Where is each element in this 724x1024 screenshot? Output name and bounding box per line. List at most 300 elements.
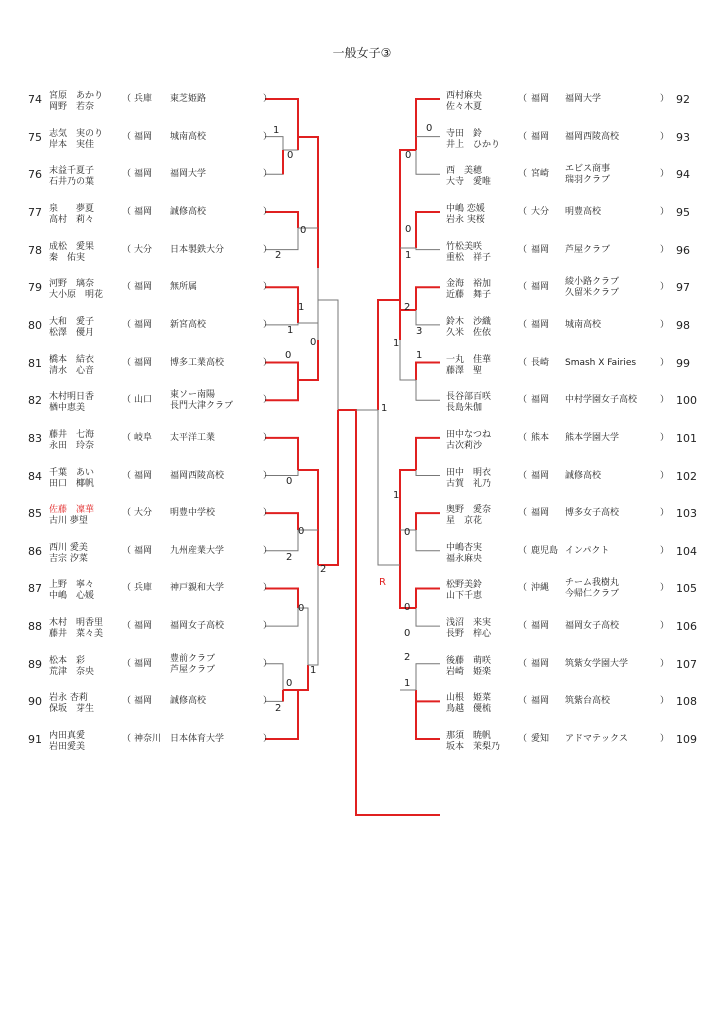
seed-number: 104: [676, 544, 697, 558]
player-name: 中嶋 心媛: [49, 591, 95, 602]
bracket-paren: ）: [660, 131, 670, 142]
score-label: 0: [298, 603, 305, 614]
player-name: 西川 愛美: [49, 542, 88, 553]
seed-number: 77: [28, 205, 42, 219]
prefecture: 福岡: [531, 282, 550, 293]
player-name: 成松 愛果: [49, 241, 95, 252]
bracket-paren: ）: [263, 282, 273, 293]
player-name: 岸本 実佳: [49, 139, 95, 150]
prefecture: 福岡: [134, 131, 153, 142]
score-label: 0: [286, 678, 293, 689]
team-name: チーム我樹丸: [565, 578, 620, 589]
winner-line: [416, 438, 440, 470]
bracket-paren: ）: [660, 357, 670, 368]
player-name: 井上 ひかり: [446, 139, 501, 150]
bracket-paren: ）: [660, 734, 670, 745]
winner-line: [298, 665, 308, 690]
bracket-paren: （: [518, 357, 528, 368]
seed-number: 108: [676, 695, 697, 709]
winner-line: [400, 310, 416, 340]
score-label: 1: [416, 350, 423, 361]
player-name: 岩崎 姫楽: [446, 666, 492, 677]
player-name: 木村明日香: [49, 392, 95, 403]
page-title: 一般女子③: [332, 46, 392, 60]
bracket-paren: （: [122, 734, 132, 745]
bracket-paren: （: [122, 94, 132, 104]
bracket-paren: ）: [263, 508, 273, 519]
score-label: 2: [275, 250, 282, 261]
bracket-paren: （: [122, 545, 132, 556]
player-name: 金海 裕加: [446, 279, 492, 290]
player-name: 清水 心音: [49, 365, 95, 376]
player-name: 岩田愛美: [49, 742, 86, 753]
bracket-paren: （: [518, 734, 528, 745]
prefecture: 福岡: [531, 395, 550, 406]
bracket-paren: ）: [660, 432, 670, 443]
player-name: 長島朱伽: [446, 403, 483, 414]
player-name: 中嶋杏実: [446, 542, 483, 553]
bracket-paren: （: [122, 244, 132, 255]
player-name: 岩永 実桜: [446, 214, 485, 225]
bracket-line: [318, 300, 338, 410]
score-label: 1: [273, 125, 280, 136]
score-label: 0: [285, 350, 292, 361]
bracket-paren: （: [122, 508, 132, 519]
score-label: 0: [310, 337, 317, 348]
player-name: 鳥越 優梳: [446, 704, 492, 715]
prefecture: 福岡: [531, 470, 550, 481]
bracket-paren: （: [518, 169, 528, 180]
bracket-paren: （: [518, 470, 528, 481]
player-name: 長谷部百咲: [446, 392, 492, 403]
prefecture: 大分: [134, 508, 153, 519]
team-name: 福岡女子高校: [170, 621, 225, 632]
player-name: 山根 姫菜: [446, 693, 492, 704]
team-name: 明豊中学校: [170, 508, 216, 519]
prefecture: 福岡: [134, 621, 153, 632]
team-name: 新宮高校: [170, 319, 207, 330]
player-name: 永田 玲奈: [49, 440, 95, 451]
bracket-line: [400, 340, 416, 380]
player-name: 佐々木夏: [446, 102, 483, 112]
bracket-paren: ）: [263, 357, 273, 368]
team-name: 瑞羽クラブ: [565, 175, 611, 186]
bracket-paren: ）: [263, 583, 273, 594]
seed-number: 91: [28, 733, 42, 747]
bracket-paren: ）: [263, 131, 273, 142]
player-name: 橋本 結衣: [49, 354, 95, 365]
champion-line: [338, 410, 440, 815]
bracket-paren: ）: [263, 94, 273, 104]
seed-number: 87: [28, 582, 42, 596]
score-label: 2: [286, 552, 293, 563]
prefecture: 山口: [134, 395, 153, 406]
prefecture: 福岡: [134, 169, 153, 180]
prefecture: 熊本: [531, 432, 550, 443]
prefecture: 福岡: [531, 244, 550, 255]
winner-line: [416, 513, 440, 530]
player-name: 大和 愛子: [49, 316, 95, 327]
score-label: 0: [298, 526, 305, 537]
player-name: 西村麻央: [446, 91, 483, 101]
bracket-paren: ）: [660, 169, 670, 180]
bracket-line: [283, 123, 298, 150]
seed-number: 100: [676, 394, 697, 408]
bracket-paren: （: [122, 131, 132, 142]
player-name: 泉 夢夏: [49, 203, 95, 214]
seed-number: 86: [28, 544, 42, 558]
score-label: 1: [393, 490, 400, 501]
team-name: Smash X Fairies: [565, 357, 637, 368]
seed-number: 95: [676, 205, 690, 219]
prefecture: 福岡: [531, 508, 550, 519]
bracket-paren: ）: [263, 319, 273, 330]
team-name: 福岡西陵高校: [170, 470, 225, 481]
bracket-paren: ）: [263, 734, 273, 745]
bracket-paren: （: [122, 395, 132, 406]
bracket-paren: （: [122, 621, 132, 632]
bracket-paren: ）: [660, 696, 670, 707]
player-name: 後藤 萌咲: [446, 655, 492, 666]
bracket-paren: （: [122, 432, 132, 443]
seed-number: 107: [676, 657, 697, 671]
bracket-paren: ）: [263, 169, 273, 180]
player-name: 秦 佑実: [49, 252, 86, 263]
team-name: 誠修高校: [565, 470, 602, 481]
team-name: 博多工業高校: [170, 357, 225, 368]
player-name: 保坂 芽生: [49, 704, 95, 715]
seed-number: 88: [28, 620, 42, 634]
prefecture: 福岡: [531, 131, 550, 142]
bracket-line: [416, 380, 440, 400]
seed-number: 97: [676, 281, 690, 295]
prefecture: 宮崎: [531, 169, 550, 180]
prefecture: 愛知: [531, 734, 550, 745]
player-name: 奥野 愛奈: [446, 505, 492, 516]
bracket-paren: （: [518, 621, 528, 632]
player-name: 千葉 あい: [49, 467, 95, 478]
team-name: 芦屋クラブ: [565, 244, 611, 255]
score-label: 1: [405, 250, 412, 261]
bracket-paren: （: [518, 696, 528, 707]
bracket-paren: （: [122, 658, 132, 669]
player-name: 田中なつね: [446, 429, 492, 440]
bracket-paren: （: [518, 94, 528, 104]
bracket-paren: ）: [263, 545, 273, 556]
bracket-paren: ）: [660, 621, 670, 632]
prefecture: 兵庫: [134, 94, 153, 104]
team-name: 誠修高校: [170, 696, 207, 707]
team-name: エビス商事: [565, 164, 611, 175]
score-label: 3: [416, 326, 423, 337]
bracket-paren: （: [518, 583, 528, 594]
bracket-paren: （: [122, 319, 132, 330]
player-name: 浅沼 来実: [446, 618, 492, 629]
prefecture: 福岡: [134, 282, 153, 293]
player-name: 古賀 礼乃: [446, 478, 492, 489]
bracket-paren: ）: [660, 94, 670, 104]
prefecture: 福岡: [531, 658, 550, 669]
player-name: 楢中恵美: [49, 403, 86, 414]
winner-line: [298, 137, 318, 268]
team-name: 城南高校: [170, 131, 207, 142]
prefecture: 福岡: [531, 94, 550, 104]
winner-line: [416, 287, 440, 310]
team-name: 今帰仁クラブ: [565, 589, 620, 600]
score-label: 1: [381, 403, 388, 414]
seed-number: 105: [676, 582, 697, 596]
player-name: 河野 璃奈: [49, 279, 95, 290]
score-label: 0: [426, 123, 433, 134]
score-label: 2: [404, 302, 411, 313]
team-name: 長門大津クラブ: [170, 401, 234, 412]
team-name: 福岡西陵高校: [565, 131, 620, 142]
score-label: 0: [286, 476, 293, 487]
bracket-line: [416, 310, 440, 325]
bracket-paren: ）: [263, 470, 273, 481]
bracket-paren: ）: [660, 319, 670, 330]
player-name: 古川 夢望: [49, 516, 88, 527]
player-name: 荒津 奈央: [49, 666, 95, 677]
seed-number: 79: [28, 281, 42, 295]
team-name: 福岡大学: [565, 94, 602, 104]
bracket-paren: （: [518, 432, 528, 443]
bracket-paren: （: [122, 282, 132, 293]
player-name: 松本 彩: [49, 655, 86, 666]
player-name: 那須 暁帆: [446, 731, 492, 742]
seed-number: 80: [28, 318, 42, 332]
bracket-line: [416, 608, 440, 626]
team-name: アドマテックス: [565, 734, 628, 745]
player-name: 石井乃の葉: [49, 177, 95, 188]
bracket-paren: （: [122, 357, 132, 368]
bracket-line: [416, 530, 440, 551]
player-name: 大寺 愛唯: [446, 177, 492, 188]
player-name: 岩永 杏莉: [49, 693, 88, 704]
team-name: 芦屋クラブ: [170, 664, 216, 675]
player-name: 近藤 舞子: [446, 290, 492, 301]
team-name: 東ソー南陽: [170, 390, 216, 401]
player-name: 佐藤 凜華: [49, 505, 95, 516]
team-name: インパクト: [565, 545, 610, 556]
team-name: 福岡女子高校: [565, 621, 620, 632]
player-name: 久米 佐依: [446, 327, 492, 338]
bracket-line: [416, 150, 440, 174]
score-label: 1: [298, 302, 305, 313]
player-name: 西 美穂: [446, 166, 483, 177]
team-name: 豊前クラブ: [170, 653, 216, 664]
prefecture: 沖縄: [531, 583, 550, 594]
prefecture: 福岡: [134, 319, 153, 330]
team-name: 綾小路クラブ: [565, 277, 620, 288]
team-name: 日本製鉄大分: [170, 244, 225, 255]
score-label: 0: [405, 224, 412, 235]
player-name: 田中 明衣: [446, 467, 492, 478]
bracket-paren: （: [122, 206, 132, 217]
winner-line: [416, 588, 440, 608]
team-name: 九州産業大学: [170, 545, 225, 556]
player-name: 藤井 菜々美: [49, 629, 104, 640]
bracket-paren: ）: [660, 282, 670, 293]
prefecture: 岐阜: [134, 432, 153, 443]
winner-line: [416, 690, 440, 701]
team-name: 筑紫女学園大学: [565, 658, 629, 669]
player-name: 高村 莉々: [49, 214, 95, 225]
player-name: 志気 実のり: [49, 128, 104, 139]
team-name: 福岡大学: [170, 169, 207, 180]
player-name: 松野美鈴: [446, 580, 483, 591]
score-label: 0: [300, 225, 307, 236]
bracket-paren: ）: [263, 696, 273, 707]
bracket-paren: （: [518, 206, 528, 217]
bracket-line: [416, 470, 440, 476]
player-name: 上野 寧々: [49, 580, 95, 591]
player-name: 鈴木 沙織: [446, 316, 492, 327]
bracket-line: [416, 248, 440, 250]
player-name: 藤澤 聖: [446, 365, 483, 376]
bracket-paren: ）: [660, 545, 670, 556]
score-label: 2: [275, 703, 282, 714]
prefecture: 鹿児島: [531, 545, 559, 556]
score-label: 0: [404, 527, 411, 538]
winner-line: [298, 470, 318, 565]
team-name: 城南高校: [565, 319, 602, 330]
prefecture: 神奈川: [134, 734, 162, 745]
winner-line: [318, 410, 338, 565]
player-name: 中嶋 恋媛: [446, 203, 485, 214]
prefecture: 大分: [134, 244, 153, 255]
player-name: 田口 椰帆: [49, 478, 95, 489]
bracket-paren: ）: [660, 395, 670, 406]
player-name: 松澤 優月: [49, 327, 95, 338]
prefecture: 長崎: [531, 357, 550, 368]
player-name: 大小原 明花: [49, 290, 104, 301]
team-name: 無所属: [170, 282, 198, 293]
score-label: R: [379, 577, 386, 588]
player-name: 岡野 若奈: [49, 102, 95, 112]
seed-number: 83: [28, 431, 42, 445]
bracket-paren: （: [122, 696, 132, 707]
player-name: 山下千恵: [446, 591, 483, 602]
prefecture: 福岡: [134, 206, 153, 217]
team-name: 太平洋工業: [170, 432, 216, 443]
bracket-paren: ）: [263, 244, 273, 255]
bracket-paren: ）: [660, 244, 670, 255]
team-name: 東芝姫路: [170, 94, 207, 104]
score-label: 2: [404, 652, 411, 663]
winner-line: [400, 470, 416, 565]
seed-number: 82: [28, 394, 42, 408]
seed-number: 76: [28, 168, 42, 182]
player-name: 重松 祥子: [446, 252, 492, 263]
bracket-paren: ）: [263, 395, 273, 406]
player-name: 竹松美咲: [446, 241, 483, 252]
bracket-paren: （: [518, 395, 528, 406]
seed-number: 81: [28, 356, 42, 370]
score-label: 0: [287, 150, 294, 161]
seed-number: 99: [676, 356, 690, 370]
score-label: 0: [404, 602, 411, 613]
seed-number: 101: [676, 431, 697, 445]
bracket-paren: （: [518, 244, 528, 255]
team-name: 明豊高校: [565, 206, 602, 217]
winner-line: [416, 690, 440, 739]
seed-number: 96: [676, 243, 690, 257]
seed-number: 94: [676, 168, 690, 182]
prefecture: 福岡: [531, 319, 550, 330]
bracket-paren: （: [122, 169, 132, 180]
seed-number: 103: [676, 507, 697, 521]
winner-line: [416, 212, 440, 248]
team-name: 神戸親和大学: [170, 583, 225, 594]
bracket-paren: （: [122, 470, 132, 481]
seed-number: 75: [28, 130, 42, 144]
bracket-paren: （: [518, 658, 528, 669]
score-label: 1: [404, 678, 411, 689]
seed-number: 93: [676, 130, 690, 144]
prefecture: 兵庫: [134, 583, 153, 594]
player-name: 星 京花: [446, 516, 483, 527]
seed-number: 109: [676, 733, 697, 747]
team-name: 博多女子高校: [565, 508, 620, 519]
player-name: 藤井 七海: [49, 429, 95, 440]
score-label: 0: [405, 150, 412, 161]
prefecture: 福岡: [134, 470, 153, 481]
seed-number: 84: [28, 469, 42, 483]
prefecture: 大分: [531, 206, 550, 217]
winner-line: [416, 363, 440, 380]
seed-number: 102: [676, 469, 697, 483]
player-name: 吉宗 汐菜: [49, 553, 88, 564]
seed-number: 98: [676, 318, 690, 332]
bracket-paren: （: [518, 282, 528, 293]
player-name: 長野 梓心: [446, 629, 492, 640]
player-name: 一丸 佳華: [446, 354, 492, 365]
score-label: 1: [393, 338, 400, 349]
team-name: 熊本学園大学: [565, 432, 620, 443]
bracket-line: [308, 565, 318, 665]
team-name: 筑紫台高校: [565, 696, 611, 707]
player-name: 内田真愛: [49, 731, 86, 742]
bracket-paren: ）: [263, 621, 273, 632]
team-name: 中村学園女子高校: [565, 395, 638, 406]
seed-number: 90: [28, 695, 42, 709]
bracket-paren: ）: [660, 470, 670, 481]
player-name: 末益千夏子: [49, 166, 95, 177]
team-name: 日本体育大学: [170, 734, 225, 745]
bracket-paren: （: [518, 319, 528, 330]
bracket-paren: （: [518, 131, 528, 142]
score-label: 2: [320, 564, 327, 575]
bracket-paren: ）: [263, 432, 273, 443]
prefecture: 福岡: [134, 357, 153, 368]
bracket-line: [416, 664, 440, 690]
team-name: 誠修高校: [170, 206, 207, 217]
score-label: 1: [310, 665, 317, 676]
bracket-paren: （: [518, 545, 528, 556]
player-name: 古次莉沙: [446, 440, 483, 451]
seed-number: 89: [28, 657, 42, 671]
prefecture: 福岡: [531, 696, 550, 707]
score-label: 0: [404, 628, 411, 639]
bracket-paren: ）: [263, 206, 273, 217]
seed-number: 106: [676, 620, 697, 634]
seed-number: 92: [676, 93, 690, 106]
prefecture: 福岡: [134, 545, 153, 556]
player-name: 宮原 あかり: [49, 91, 104, 101]
bracket-paren: （: [122, 583, 132, 594]
seed-number: 78: [28, 243, 42, 257]
